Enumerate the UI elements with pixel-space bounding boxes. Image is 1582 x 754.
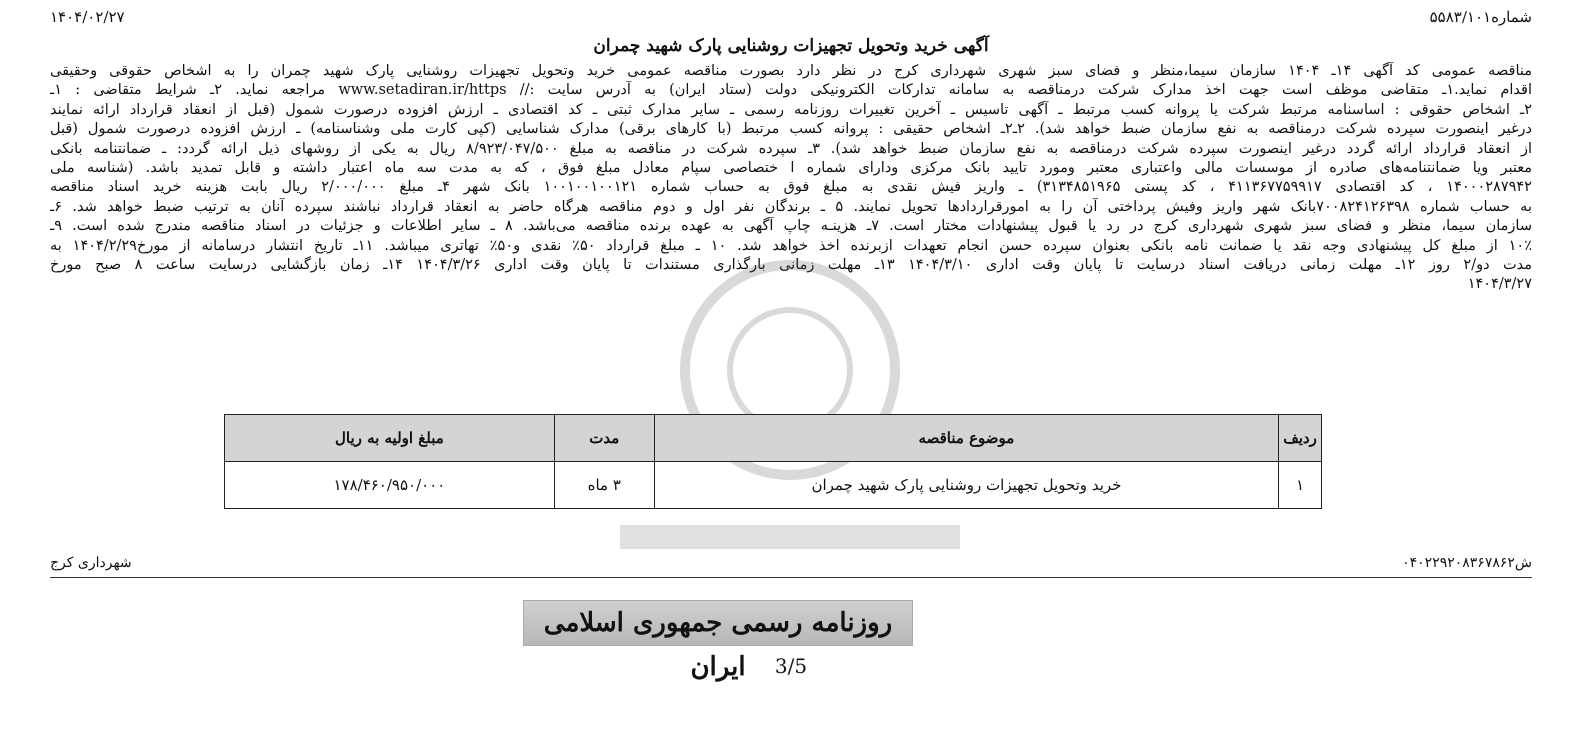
document-date: ۱۴۰۴/۰۲/۲۷ bbox=[50, 8, 125, 26]
cell-row-number: ۱ bbox=[1279, 462, 1322, 509]
header-row-number: ردیف bbox=[1279, 415, 1322, 462]
document-number: شماره۵۵۸۳/۱۰۱ bbox=[1429, 8, 1532, 26]
body-line: از انعقاد قرارداد ارائه گردد درغیر اینصورت سپرده شرکت درمناقصه به نفع سازمان ضبط خواهد شد). ۳ـ سپرده شرکت در مناقصه به مبلغ ۸/۹۲۳/۰۴۷/۵۰۰ ریال به یکی از روشهای ذیل ارائه گردد: ـ ضمانتنامه بانکی bbox=[50, 140, 1532, 157]
body-line: معتبر ویا ضمانتنامه‌های صادره از موسسات مالی واعتباری معتبر ومورد تایید بانک مرکزی ودارای شماره ا ختصاصی سپام معادل مبلغ فوق ، که به مدت سه ماه اعتبار داشته و قابل تمدید باشد. (شناسه ملی bbox=[50, 159, 1532, 176]
body-line: سازمان سیما، منظر و فضای سبز شهری شهرداری کرج در رد یا قبول پیشنهادات مختار است. ۷ـ هزینـه چاپ آگهی به عهده برنده مناقصه می‌باشد. ۸ ـ سایر اطلاعات و جزئیات در اسناد مناقصه مندرج شده است. ۹ـ bbox=[50, 218, 1532, 235]
body-line: ۲ـ اشخاص حقوقی : اساسنامه مرتبط شرکت یا پروانه کسب مرتبط ـ آگهی تاسیس ـ آخرین تغییرات روزنامه رسمی ـ سایر مدارک ثبتی ـ کد اقتصادی ـ ارزش افزوده درصورت شمول (قبل از انعقاد قرارداد ارائه نمایند bbox=[50, 101, 1532, 118]
header-row bbox=[50, 8, 1532, 30]
serial-number: ش۰۴۰۲۲۹۲۰۸۳۶۷۸۶۲ bbox=[1402, 555, 1532, 571]
body-line: مدت دو/۲ روز ۱۲ـ مهلت زمانی دریافت اسناد درسایت تا پایان وقت اداری ۱۴۰۴/۳/۱۰ ۱۳ـ مهلت زمانی بارگذاری مستندات تا پایان وقت اداری ۱۴۰۴/۳/۲۶ ۱۴ـ زمان بازگشایی درسایت ساعت ۸ صبح مورخ bbox=[50, 256, 1532, 273]
newspaper-banner: روزنامه رسمی جمهوری اسلامی ایران bbox=[523, 600, 913, 646]
body-line: درغیر اینصورت سپرده شرکت درمناقصه به نفع سازمان ضبط خواهد شد). ۲ـ۲ـ اشخاص حقیقی : پروانه کسب مرتبط (با کارهای برقی) مدارک شناسایی (کپی کارت ملی وشناسنامه) ـ ارزش افزوده درصورت شمول (قبل bbox=[50, 121, 1532, 138]
table-header-row bbox=[225, 415, 1322, 462]
cell-subject: خرید وتحویل تجهیزات روشنایی پارک شهید چمران bbox=[654, 462, 1278, 509]
body-line: مناقصه عمومی کد آگهی ۱۴ـ ۱۴۰۴ سازمان سیما،منظر و فضای سبز شهری شهرداری کرج در نظر دارد بصورت مناقصه عمومی خرید وتحویل تجهیزات روشنایی پارک شهید چمران را به اشخاص حقوقی وحقیقی bbox=[50, 63, 1532, 79]
body-line: ۱۴۰۴/۳/۲۷ bbox=[1467, 276, 1532, 293]
issuing-organization: شهرداری کرج bbox=[50, 555, 132, 571]
body-line: به حساب شماره ۷۰۰۸۲۴۱۲۶۳۹۸بانک شهر واریز وفیش پرداختی آن را به امورقراردادها تحویل نمایند. ۵ ـ برندگان نفر اول و دوم مناقصه هرگاه حاضر به انعقاد قرارداد نباشند سپرده آنان به ترتیب ضبط خواهد شد. ۶ـ bbox=[50, 198, 1532, 215]
body-line: ۱۰٪ از مبلغ کل پیشنهادی وجه نقد یا ضمانت نامه بانکی بعنوان سپرده حسن انجام تعهدات ازبرنده اخذ خواهد شد. ۱۰ ـ مبلغ قرارداد ۵۰٪ نقدی و۵۰٪ تهاتری میباشد. ۱۱ـ تاریخ انتشار درسامانه از مورخ۱۴۰۴/۲/۲۹ به bbox=[50, 237, 1532, 254]
footer-row bbox=[50, 555, 1532, 578]
notice-title: آگهی خرید وتحویل تجهیزات روشنایی پارک شهید چمران bbox=[593, 36, 989, 56]
cell-duration: ۳ ماه bbox=[554, 462, 654, 509]
cell-amount: ۱۷۸/۴۶۰/۹۵۰/۰۰۰ bbox=[225, 462, 555, 509]
notice-body bbox=[50, 62, 1532, 295]
page-number: 3/5 bbox=[774, 654, 808, 678]
body-line: ۱۴۰۰۰۲۸۷۹۴۲ ، کد اقتصادی ۴۱۱۳۶۷۷۵۹۹۱۷ ، کد پستی ۳۱۳۴۸۵۱۹۶۵) ـ واریز فیش نقدی به مبلغ فوق به حساب شماره ۱۰۰۱۰۰۱۰۰۱۲۱ بانک شهر ۴ـ مبلغ ۲/۰۰۰/۰۰۰ ریال بابت هزینه خرید اسناد مناقصه bbox=[50, 179, 1532, 196]
header-amount: مبلغ اولیه به ریال bbox=[225, 415, 555, 462]
header-subject: موضوع مناقصه bbox=[654, 415, 1278, 462]
body-line: اقدام نماید.۱ـ متقاضی موظف است جهت اخذ مدارک شرکت درمناقصه به سامانه تدارکات الکترونیکی دولت (ستاد ایران) به آدرس سایت :// www.setadiran.ir/https مراجعه نماید. ۲ـ شرایط متقاضی : ۱ـ bbox=[50, 82, 1532, 99]
table-row bbox=[225, 462, 1322, 509]
tender-table bbox=[224, 414, 1322, 509]
header-duration: مدت bbox=[554, 415, 654, 462]
